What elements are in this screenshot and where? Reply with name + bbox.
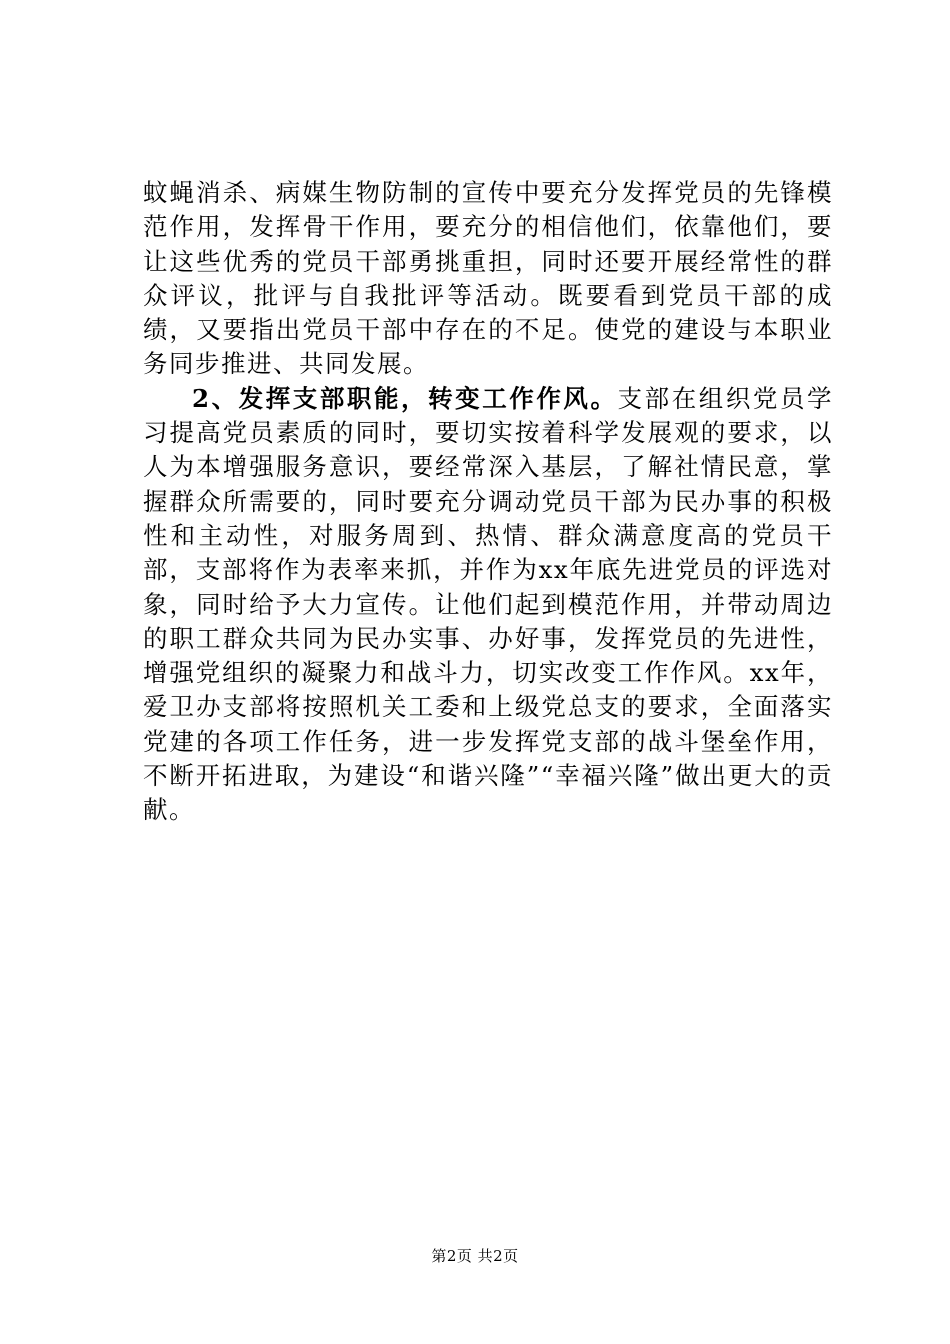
page-footer bbox=[0, 1246, 950, 1266]
section-heading: 2、发挥支部职能，转变工作作风。 bbox=[192, 383, 618, 413]
paragraph-text: 支部在组织党员学习提高党员素质的同时，要切实按着科学发展观的要求，以人为本增强服务意识，要经常深入基层，了解社情民意，掌握群众所需要的，同时要充分调动党员干部为民办事的积极性和主动性，对服务周到、热情、群众满意度高的党员干部，支部将作为表率来抓，并作为xx年底先进党员的评选对象，同时给予大力宣传。让他们起到模范作用，并带动周边的职工群众共同为民办实事、办好事，发挥党员的先进性，增强党组织的凝聚力和战斗力，切实改变工作作风。xx年，爱卫办支部将按照机关工委和上级党总支的要求，全面落实党建的各项工作任务，进一步发挥党支部的战斗堡垒作用，不断开拓进取，为建设“和谐兴隆”“幸福兴隆”做出更大的贡献。 bbox=[143, 383, 834, 825]
paragraph-section-2 bbox=[143, 382, 833, 828]
document-body bbox=[143, 176, 833, 828]
paragraph-text: 蚊蝇消杀、病媒生物防制的宣传中要充分发挥党员的先锋模范作用，发挥骨干作用，要充分的相信他们，依靠他们，要让这些优秀的党员干部勇挑重担，同时还要开展经常性的群众评议，批评与自我批评等活动。既要看到党员干部的成绩，又要指出党员干部中存在的不足。使党的建设与本职业务同步推进、共同发展。 bbox=[143, 178, 833, 379]
page-number-current: 第2页 bbox=[431, 1247, 473, 1265]
page-number-total: 共2页 bbox=[477, 1247, 519, 1265]
paragraph-continuation bbox=[143, 176, 833, 382]
